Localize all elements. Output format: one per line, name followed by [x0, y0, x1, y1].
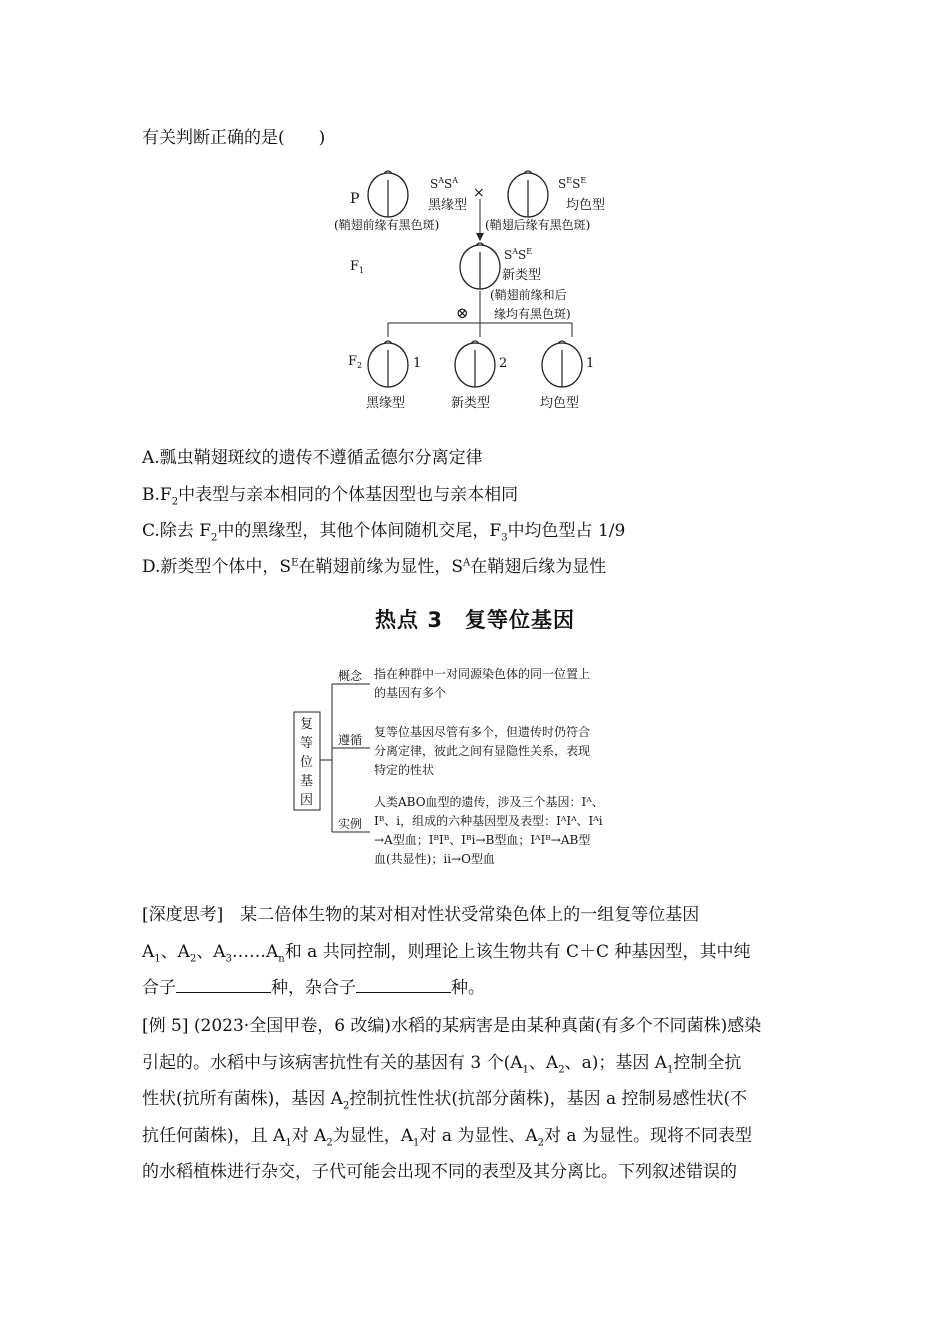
root-char-3: 位 [300, 755, 314, 770]
root-char-2: 等 [300, 736, 314, 751]
f2-beetle-uniform [542, 341, 582, 387]
f2-name-1: 黑缘型 [366, 396, 406, 411]
svg-text:分离定律，彼此之间有显隐性关系，表现: 分离定律，彼此之间有显隐性关系，表现 [374, 744, 591, 758]
example-line-3: 性状(抗所有菌株)，基因 $A_2$控制抗性性状(抗部分菌株)，基因 a 控制易感性状(不 [142, 1089, 748, 1112]
f1-name: 新类型 [502, 268, 542, 283]
root-char-1: 复 [300, 717, 314, 732]
root-char-5: 因 [300, 793, 314, 808]
think-line-3: 合子 种，杂合子 种。 [142, 978, 485, 998]
branch-label-concept: 概念 [338, 669, 363, 683]
cross-mark: × [473, 185, 485, 201]
parent1-name: 黑缘型 [428, 198, 468, 213]
question-stem: 有关判断正确的是( ) [142, 128, 326, 148]
f1-beetle [460, 243, 500, 289]
concept-map [290, 660, 670, 875]
example-line-4: 抗任何菌株)，且 $A_1$对 $A_2$为显性，$A_1$对 a 为显性、$A_2$对 a 为显性。现将不同表型 [142, 1126, 752, 1149]
svg-text:人类ABO血型的遗传，涉及三个基因：Iᴬ、: 人类ABO血型的遗传，涉及三个基因：Iᴬ、 [374, 795, 604, 809]
f2-label: $F_2$ [348, 354, 363, 370]
parent2-beetle [508, 171, 548, 217]
option-b[interactable]: $B.F_2$中表型与亲本相同的个体基因型也与亲本相同 [142, 485, 519, 508]
think-line-1: [深度思考] 某二倍体生物的某对相对性状受常染色体上的一组复等位基因 [142, 905, 700, 925]
f2-ratio-3: 1 [586, 356, 595, 371]
svg-text:→A型血；IᴮIᴮ、Iᴮi→B型血；IᴬIᴮ→AB型: →A型血；IᴮIᴮ、Iᴮi→B型血；IᴬIᴮ→AB型 [374, 833, 591, 847]
f1-label: $F_1$ [350, 259, 365, 275]
f1-desc1: (鞘翅前缘和后 [490, 288, 567, 302]
f2-name-2: 新类型 [451, 396, 491, 411]
parent1-genotype: $S^AS^A$ [430, 176, 459, 191]
branch-label-follow: 遵循 [338, 733, 363, 747]
branch-label-example: 实例 [338, 817, 363, 831]
parent1-beetle [368, 171, 408, 217]
option-a[interactable]: A.瓢虫鞘翅斑纹的遗传不遵循孟德尔分离定律 [142, 448, 483, 468]
cross-diagram [330, 155, 630, 415]
f1-desc2: 缘均有黑色斑) [494, 307, 571, 321]
parent2-genotype: $S^ES^E$ [558, 176, 587, 191]
self-mark: ⊗ [456, 304, 469, 322]
example-line-2: 引起的。水稻中与该病害抗性有关的基因有 3 个($A_1$、$A_2$、a)；基因 $A_1$控制全抗 [142, 1053, 742, 1076]
f2-ratio-2: 2 [499, 356, 508, 371]
answer-blank-1[interactable] [176, 978, 271, 993]
f2-beetle-black-edge [368, 341, 408, 387]
section-title: 热点 3 复等位基因 [375, 608, 575, 632]
think-tag: [深度思考] [142, 905, 224, 925]
option-d[interactable]: D.新类型个体中，$S^E$在鞘翅前缘为显性，$S^A$在鞘翅后缘为显性 [142, 557, 607, 577]
option-c[interactable]: C.除去 $F_2$中的黑缘型，其他个体间随机交尾，$F_3$中均色型占 1/9 [142, 521, 626, 544]
svg-text:复等位基因尽管有多个，但遗传时仍符合: 复等位基因尽管有多个，但遗传时仍符合 [374, 725, 591, 739]
root-char-4: 基 [300, 774, 314, 789]
p-label: P [350, 191, 360, 207]
answer-blank-2[interactable] [356, 978, 451, 993]
svg-text:指在种群中一对同源染色体的同一位置上: 指在种群中一对同源染色体的同一位置上 [374, 667, 591, 681]
svg-text:的基因有多个: 的基因有多个 [374, 686, 447, 700]
svg-text:Iᴮ、i，组成的六种基因型及表型：IᴬIᴬ、Iᴬi: Iᴮ、i，组成的六种基因型及表型：IᴬIᴬ、Iᴬi [374, 814, 603, 828]
f2-name-3: 均色型 [540, 396, 580, 411]
think-line-2: $A_1$、$A_2$、$A_3\dots\dots A_n$和 a 共同控制，则理论上该生物共有 C＋C 种基因型，其中纯 [142, 942, 751, 965]
parent2-desc: (鞘翅后缘有黑色斑) [485, 218, 591, 232]
f1-genotype: $S^AS^E$ [504, 247, 533, 262]
parent1-desc: (鞘翅前缘有黑色斑) [334, 218, 440, 232]
example-line-5: 的水稻植株进行杂交，子代可能会出现不同的表型及其分离比。下列叙述错误的 [142, 1162, 737, 1182]
parent2-name: 均色型 [566, 198, 606, 213]
f2-ratio-1: 1 [413, 356, 422, 371]
svg-text:血(共显性)；ii→O型血: 血(共显性)；ii→O型血 [374, 852, 495, 866]
svg-text:特定的性状: 特定的性状 [374, 763, 435, 777]
example-line-1: [例 5] (2023·全国甲卷，6 改编)水稻的某病害是由某种真菌(有多个不同菌株)感染 [142, 1016, 762, 1036]
f2-beetle-new-type [455, 341, 495, 387]
